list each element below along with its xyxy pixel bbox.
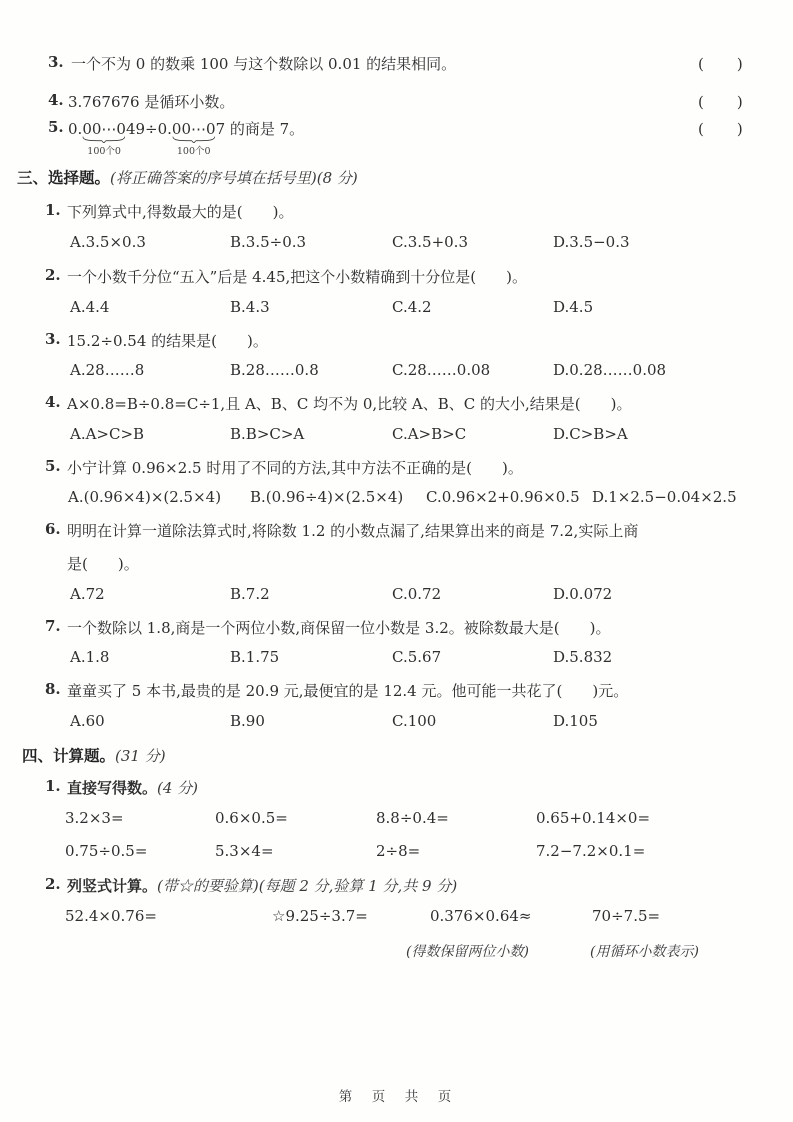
question-text: 一个数除以 1.8,商是一个两位小数,商保留一位小数是 3.2。被除数最大是( )。 <box>67 619 611 637</box>
question-text: 童童买了 5 本书,最贵的是 20.9 元,最便宜的是 12.4 元。他可能一共花了( )元。 <box>67 682 629 700</box>
option-c: C.4.2 <box>392 298 432 316</box>
answer-bracket: ( ) <box>698 55 744 73</box>
page-footer: 第 页 共 页 <box>338 1089 455 1105</box>
question-points: (4 分) <box>157 779 199 797</box>
math-expression: 0.65+0.14×0= <box>536 809 651 827</box>
section-subtitle: (将正确答案的序号填在括号里)(8 分) <box>110 169 358 187</box>
hint-round-two-decimals: (得数保留两位小数) <box>406 944 529 960</box>
expr-part: 0. <box>68 120 83 138</box>
math-expression: 8.8÷0.4= <box>376 809 449 827</box>
option-a: A.60 <box>70 712 105 730</box>
brace-label: 100个0 <box>176 146 211 157</box>
question-text: 明明在计算一道除法算式时,将除数 1.2 的小数点漏了,结果算出来的商是 7.2,实际上商 <box>67 522 639 540</box>
option-c: C.100 <box>392 712 437 730</box>
question-number: 4. <box>45 393 61 411</box>
underbrace-icon <box>172 136 216 143</box>
question-number: 2. <box>45 875 61 893</box>
question-text <box>68 118 305 157</box>
math-expression: 0.75÷0.5= <box>65 842 148 860</box>
option-d: D.0.072 <box>553 585 613 603</box>
hint-repeating-decimal: (用循环小数表示) <box>590 944 699 960</box>
question-number: 3. <box>45 330 61 348</box>
math-expression: 0.6×0.5= <box>215 809 288 827</box>
option-b: B.(0.96÷4)×(2.5×4) <box>250 488 404 506</box>
option-d: D.3.5−0.3 <box>553 233 630 251</box>
option-c: C.5.67 <box>392 648 442 666</box>
math-expression: 3.2×3= <box>65 809 124 827</box>
option-c: C.A>B>C <box>392 425 467 443</box>
expr-part: 00⋯0 <box>171 120 216 138</box>
question-number: 1. <box>45 777 61 795</box>
option-b: B.B>C>A <box>230 425 305 443</box>
question-text: 3.767676 是循环小数。 <box>68 93 235 111</box>
question-text: 15.2÷0.54 的结果是( )。 <box>67 332 268 350</box>
braced-zeros <box>82 120 126 157</box>
option-a: A.72 <box>70 585 105 603</box>
underbrace-icon <box>82 136 126 143</box>
question-note: (带☆的要验算)(每题 2 分,验算 1 分,共 9 分) <box>157 877 458 895</box>
question-text: 小宁计算 0.96×2.5 时用了不同的方法,其中方法不正确的是( )。 <box>67 459 523 477</box>
math-expression: 0.376×0.64≈ <box>430 907 532 925</box>
option-b: B.4.3 <box>230 298 270 316</box>
option-d: D.4.5 <box>553 298 594 316</box>
section-title: 三、选择题。 <box>17 168 111 187</box>
question-number: 8. <box>45 680 61 698</box>
option-a: A.4.4 <box>70 298 110 316</box>
expr-part: 49÷0. <box>125 120 172 138</box>
option-a: A.1.8 <box>70 648 110 666</box>
question-number: 3. <box>48 53 64 71</box>
answer-bracket: ( ) <box>698 120 744 138</box>
section-subtitle: (31 分) <box>115 747 166 765</box>
option-b: B.90 <box>230 712 265 730</box>
math-expression: 2÷8= <box>376 842 421 860</box>
question-text: 一个不为 0 的数乘 100 与这个数除以 0.01 的结果相同。 <box>71 55 457 73</box>
expr-part: 00⋯0 <box>82 120 126 138</box>
math-expression: 5.3×4= <box>215 842 274 860</box>
option-a: A.3.5×0.3 <box>70 233 146 251</box>
option-d: D.5.832 <box>553 648 613 666</box>
section-heading <box>17 166 358 188</box>
option-d: D.0.28……0.08 <box>553 361 667 379</box>
option-d: D.1×2.5−0.04×2.5 <box>592 488 737 506</box>
answer-bracket: ( ) <box>698 93 744 111</box>
brace-label: 100个0 <box>87 146 121 157</box>
question-number: 6. <box>45 520 61 538</box>
question-number: 1. <box>45 201 61 219</box>
question-heading <box>67 875 457 896</box>
question-title: 列竖式计算。 <box>67 877 158 895</box>
option-a: A.(0.96×4)×(2.5×4) <box>68 488 222 506</box>
question-number: 5. <box>48 118 64 136</box>
option-c: C.3.5+0.3 <box>392 233 468 251</box>
question-number: 2. <box>45 266 61 284</box>
option-b: B.1.75 <box>230 648 280 666</box>
question-text: A×0.8=B÷0.8=C÷1,且 A、B、C 均不为 0,比较 A、B、C 的大小,结果是( )。 <box>67 395 632 413</box>
question-text: 一个小数千分位“五入”后是 4.45,把这个小数精确到十分位是( )。 <box>67 268 527 286</box>
option-d: D.105 <box>553 712 598 730</box>
expr-part: 7 的商是 7。 <box>215 120 305 138</box>
option-a: A.28……8 <box>70 361 145 379</box>
question-number: 4. <box>48 91 64 109</box>
math-expression: 7.2−7.2×0.1= <box>536 842 646 860</box>
question-text: 是( )。 <box>67 555 139 573</box>
section-heading <box>22 744 166 766</box>
question-title: 直接写得数。 <box>67 779 158 797</box>
question-number: 5. <box>45 457 61 475</box>
option-b: B.28……0.8 <box>230 361 319 379</box>
option-c: C.0.96×2+0.96×0.5 <box>426 488 580 506</box>
option-a: A.A>C>B <box>70 425 145 443</box>
braced-zeros <box>171 120 216 157</box>
option-b: B.3.5÷0.3 <box>230 233 307 251</box>
question-number: 7. <box>45 617 61 635</box>
math-expression-star: ☆9.25÷3.7= <box>272 907 368 925</box>
option-c: C.0.72 <box>392 585 442 603</box>
section-title: 四、计算题。 <box>22 746 116 765</box>
math-expression: 52.4×0.76= <box>65 907 157 925</box>
question-text: 下列算式中,得数最大的是( )。 <box>67 203 294 221</box>
math-expression: 70÷7.5= <box>592 907 661 925</box>
option-b: B.7.2 <box>230 585 270 603</box>
question-heading <box>67 777 198 798</box>
option-d: D.C>B>A <box>553 425 628 443</box>
option-c: C.28……0.08 <box>392 361 491 379</box>
